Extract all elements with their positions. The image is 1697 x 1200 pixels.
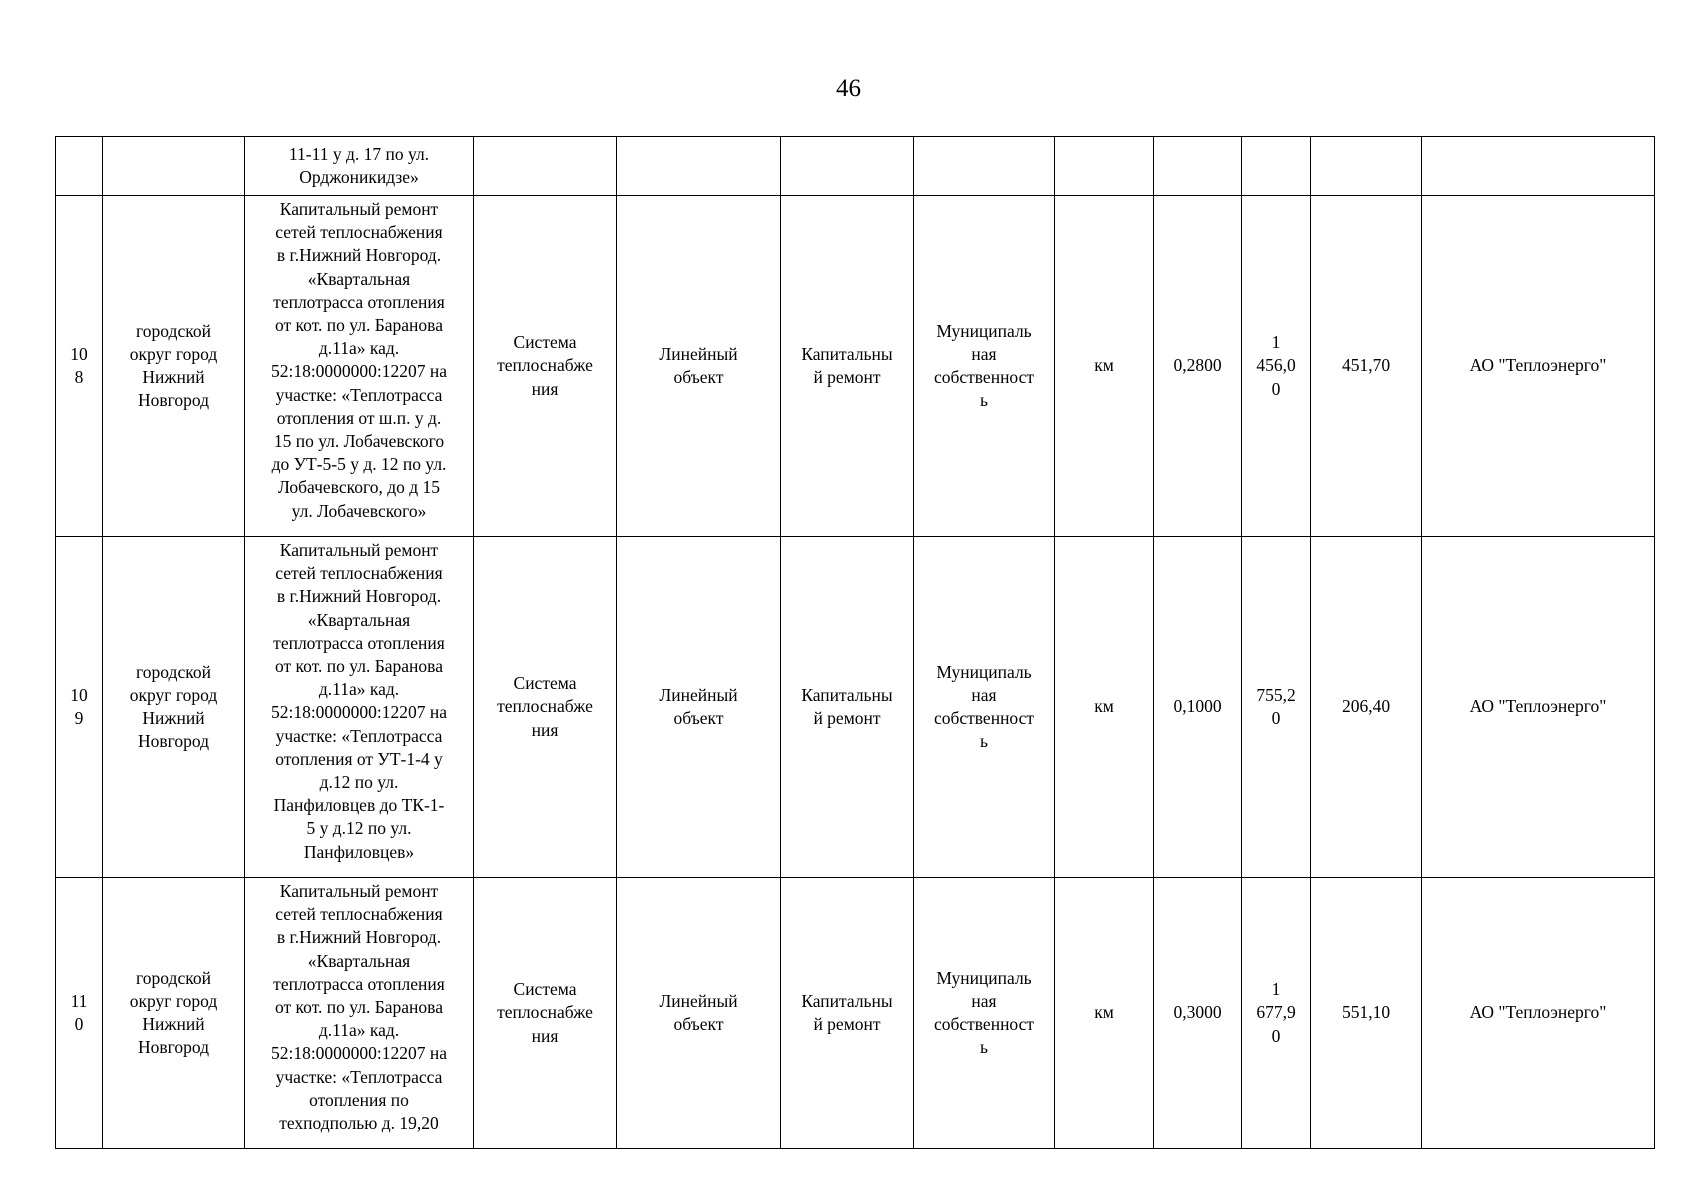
cell-description: Капитальный ремонт сетей теплоснабжения в г.Нижний Новгород. «Квартальная теплотрасса отопления от кот. по ул. Баранова д.11а» кад. 52:18:0000000:12207 на участке: «Теплотрасса отопления от ш.п. у д. 15 по ул. Лобачевского до УТ-5-5 у д. 12 по ул. Лобачевского, до д 15 ул. Лобачевского» [245,196,474,537]
cell-unit: км [1055,878,1154,1149]
cell-length [1154,137,1242,196]
cell-system: Система теплоснабже ния [474,196,617,537]
cell-municipality: городской округ город Нижний Новгород [103,878,245,1149]
cell-object-type: Линейный объект [617,537,781,878]
cell-value-2: 206,40 [1311,537,1422,878]
cell-value-2 [1311,137,1422,196]
cell-description: Капитальный ремонт сетей теплоснабжения в г.Нижний Новгород. «Квартальная теплотрасса отопления от кот. по ул. Баранова д.11а» кад. 52:18:0000000:12207 на участке: «Теплотрасса отопления от УТ-1-4 у д.12 по ул. Панфиловцев до ТК-1- 5 у д.12 по ул. Панфиловцев» [245,537,474,878]
cell-unit: км [1055,537,1154,878]
cell-operator: АО "Теплоэнерго" [1422,196,1655,537]
register-table [55,136,1655,1149]
cell-municipality [103,137,245,196]
cell-operator: АО "Теплоэнерго" [1422,537,1655,878]
cell-ownership: Муниципаль ная собственност ь [914,196,1055,537]
cell-value-1 [1242,137,1311,196]
cell-value-1: 1 677,9 0 [1242,878,1311,1149]
page-number: 46 [836,75,861,102]
cell-ownership: Муниципаль ная собственност ь [914,537,1055,878]
cell-unit [1055,137,1154,196]
cell-value-2: 551,10 [1311,878,1422,1149]
cell-work-type: Капитальны й ремонт [781,196,914,537]
cell-operator: АО "Теплоэнерго" [1422,878,1655,1149]
cell-object-type [617,137,781,196]
table-row [56,196,1655,537]
cell-length: 0,3000 [1154,878,1242,1149]
cell-num [56,137,103,196]
cell-work-type: Капитальны й ремонт [781,878,914,1149]
cell-work-type: Капитальны й ремонт [781,537,914,878]
cell-num: 10 9 [56,537,103,878]
cell-object-type: Линейный объект [617,196,781,537]
table-row [56,878,1655,1149]
cell-municipality: городской округ город Нижний Новгород [103,196,245,537]
cell-value-1: 755,2 0 [1242,537,1311,878]
cell-operator [1422,137,1655,196]
table-row [56,537,1655,878]
cell-value-1: 1 456,0 0 [1242,196,1311,537]
cell-system: Система теплоснабже ния [474,537,617,878]
cell-value-2: 451,70 [1311,196,1422,537]
cell-municipality: городской округ город Нижний Новгород [103,537,245,878]
table-row-continuation [56,137,1655,196]
cell-description: Капитальный ремонт сетей теплоснабжения в г.Нижний Новгород. «Квартальная теплотрасса отопления от кот. по ул. Баранова д.11а» кад. 52:18:0000000:12207 на участке: «Теплотрасса отопления по техподполью д. 19,20 [245,878,474,1149]
cell-ownership: Муниципаль ная собственност ь [914,878,1055,1149]
cell-num: 11 0 [56,878,103,1149]
cell-description: 11-11 у д. 17 по ул. Орджоникидзе» [245,137,474,196]
cell-work-type [781,137,914,196]
cell-num: 10 8 [56,196,103,537]
cell-system [474,137,617,196]
cell-object-type: Линейный объект [617,878,781,1149]
cell-length: 0,2800 [1154,196,1242,537]
cell-system: Система теплоснабже ния [474,878,617,1149]
cell-length: 0,1000 [1154,537,1242,878]
cell-ownership [914,137,1055,196]
cell-unit: км [1055,196,1154,537]
